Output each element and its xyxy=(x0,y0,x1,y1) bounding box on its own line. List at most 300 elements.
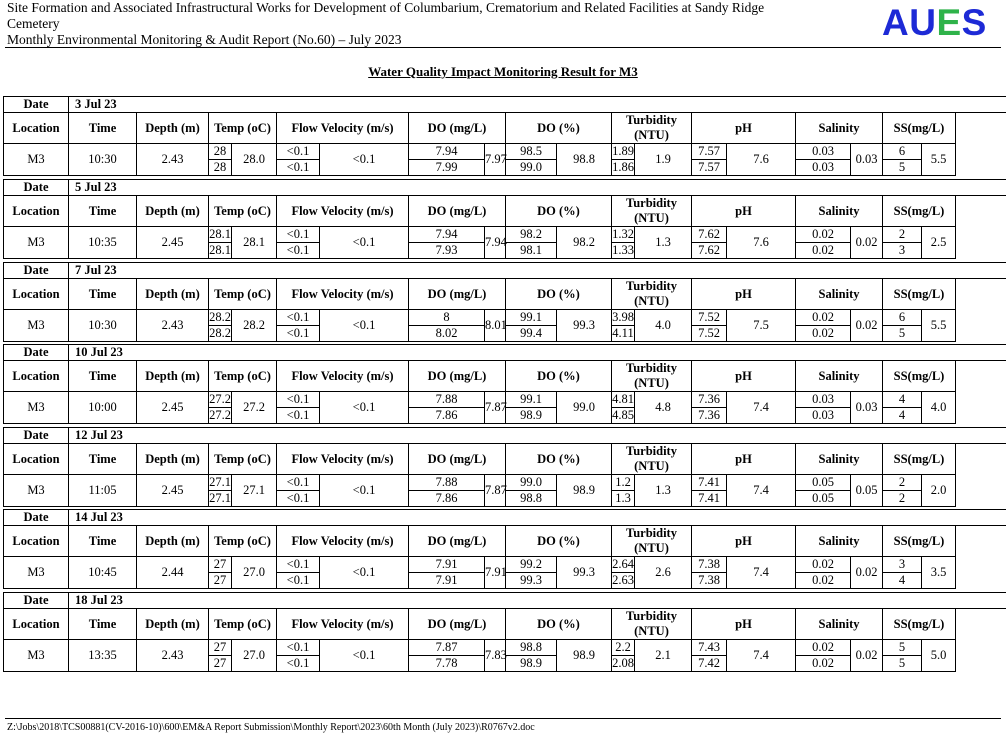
salinity-header: Salinity xyxy=(796,609,883,640)
logo-letter: U xyxy=(909,2,937,43)
do-percent-reading-2: 98.1 xyxy=(506,243,557,259)
turbidity-reading-2: 1.3 xyxy=(612,491,635,507)
salinity-reading-1: 0.03 xyxy=(796,392,851,408)
monitoring-day-table xyxy=(3,179,1006,259)
salinity-header: Salinity xyxy=(796,526,883,557)
flow-velocity-reading-2: <0.1 xyxy=(277,160,320,176)
salinity-reading-1: 0.02 xyxy=(796,310,851,326)
do-mgl-reading-1: 7.94 xyxy=(409,227,485,243)
temp-average: 28.2 xyxy=(232,310,277,342)
ss-reading-2: 5 xyxy=(883,326,922,342)
do-mgl-average: 8.01 xyxy=(485,310,506,342)
turbidity-header: Turbidity (NTU) xyxy=(612,526,692,557)
temp-reading-2: 28.2 xyxy=(209,326,231,340)
ph-header: pH xyxy=(692,113,796,144)
salinity-average: 0.02 xyxy=(851,557,883,589)
temp-average: 28.1 xyxy=(232,227,277,259)
do-percent-reading-1: 99.1 xyxy=(506,310,557,326)
salinity-reading-2: 0.05 xyxy=(796,491,851,507)
ss-average: 5.5 xyxy=(922,144,956,176)
ss-reading-2: 5 xyxy=(883,160,922,176)
ph-header: pH xyxy=(692,196,796,227)
depth-header: Depth (m) xyxy=(137,444,209,475)
flow-velocity-header: Flow Velocity (m/s) xyxy=(277,444,409,475)
location-value: M3 xyxy=(4,392,69,424)
flow-velocity-average: <0.1 xyxy=(320,557,409,589)
location-value: M3 xyxy=(4,227,69,259)
footer-divider xyxy=(5,718,1001,719)
salinity-reading-2: 0.03 xyxy=(796,408,851,424)
flow-velocity-header: Flow Velocity (m/s) xyxy=(277,196,409,227)
ss-average: 5.0 xyxy=(922,640,956,672)
do-mgl-header: DO (mg/L) xyxy=(409,444,506,475)
do-percent-header: DO (%) xyxy=(506,361,612,392)
do-percent-reading-2: 98.9 xyxy=(506,408,557,424)
time-header: Time xyxy=(69,444,137,475)
temp-header: Temp (oC) xyxy=(209,279,277,310)
flow-velocity-reading-1: <0.1 xyxy=(277,310,320,326)
turbidity-header: Turbidity (NTU) xyxy=(612,361,692,392)
do-percent-reading-2: 98.9 xyxy=(506,656,557,672)
salinity-average: 0.02 xyxy=(851,640,883,672)
turbidity-header: Turbidity (NTU) xyxy=(612,113,692,144)
flow-velocity-average: <0.1 xyxy=(320,475,409,507)
date-header: Date xyxy=(4,263,69,279)
temp-reading-2: 27.1 xyxy=(209,491,231,505)
flow-velocity-header: Flow Velocity (m/s) xyxy=(277,279,409,310)
location-header: Location xyxy=(4,609,69,640)
location-value: M3 xyxy=(4,475,69,507)
ph-average: 7.6 xyxy=(727,227,796,259)
salinity-reading-1: 0.02 xyxy=(796,227,851,243)
ss-average: 2.0 xyxy=(922,475,956,507)
flow-velocity-reading-1: <0.1 xyxy=(277,144,320,160)
turbidity-reading-2: 4.11 xyxy=(612,326,634,340)
do-mgl-average: 7.83 xyxy=(485,640,506,672)
ss-reading-1: 3 xyxy=(883,557,922,573)
flow-velocity-average: <0.1 xyxy=(320,392,409,424)
salinity-average: 0.02 xyxy=(851,310,883,342)
do-percent-reading-2: 99.3 xyxy=(506,573,557,589)
ph-reading-1: 7.62 xyxy=(692,227,727,243)
salinity-header: Salinity xyxy=(796,279,883,310)
salinity-reading-1: 0.02 xyxy=(796,557,851,573)
time-value: 10:00 xyxy=(69,392,137,424)
do-mgl-reading-2: 7.93 xyxy=(409,243,485,259)
do-mgl-average: 7.94 xyxy=(485,227,506,259)
salinity-header: Salinity xyxy=(796,444,883,475)
ss-reading-1: 4 xyxy=(883,392,922,408)
flow-velocity-reading-1: <0.1 xyxy=(277,557,320,573)
do-mgl-reading-2: 7.78 xyxy=(409,656,485,672)
ph-header: pH xyxy=(692,444,796,475)
logo-letter: E xyxy=(936,2,962,43)
turbidity-reading-1: 1.2 xyxy=(612,475,635,491)
temp-reading-2: 28.1 xyxy=(209,243,231,257)
ss-reading-2: 4 xyxy=(883,408,922,424)
depth-value: 2.43 xyxy=(137,640,209,672)
do-percent-header: DO (%) xyxy=(506,609,612,640)
do-percent-reading-1: 98.2 xyxy=(506,227,557,243)
temp-reading-1: 27 xyxy=(209,557,232,573)
depth-value: 2.45 xyxy=(137,227,209,259)
temp-header: Temp (oC) xyxy=(209,113,277,144)
do-percent-reading-2: 98.8 xyxy=(506,491,557,507)
do-percent-average: 98.2 xyxy=(557,227,612,259)
header-divider xyxy=(5,47,1001,48)
temp-reading-2: 27 xyxy=(209,656,232,672)
depth-header: Depth (m) xyxy=(137,113,209,144)
do-percent-average: 99.3 xyxy=(557,310,612,342)
ss-reading-1: 2 xyxy=(883,475,922,491)
turbidity-header: Turbidity (NTU) xyxy=(612,444,692,475)
do-mgl-reading-1: 7.91 xyxy=(409,557,485,573)
depth-value: 2.43 xyxy=(137,144,209,176)
ph-reading-2: 7.38 xyxy=(692,573,727,589)
ss-reading-1: 6 xyxy=(883,310,922,326)
do-percent-reading-1: 98.5 xyxy=(506,144,557,160)
ss-reading-1: 2 xyxy=(883,227,922,243)
do-percent-header: DO (%) xyxy=(506,113,612,144)
location-header: Location xyxy=(4,113,69,144)
depth-value: 2.43 xyxy=(137,310,209,342)
ph-average: 7.6 xyxy=(727,144,796,176)
do-percent-average: 98.9 xyxy=(557,475,612,507)
ph-header: pH xyxy=(692,526,796,557)
ss-average: 3.5 xyxy=(922,557,956,589)
monitoring-day-table xyxy=(3,509,1006,589)
salinity-reading-2: 0.02 xyxy=(796,243,851,259)
depth-value: 2.45 xyxy=(137,392,209,424)
turbidity-average: 4.0 xyxy=(635,310,692,342)
ph-reading-2: 7.62 xyxy=(692,243,727,259)
salinity-average: 0.02 xyxy=(851,227,883,259)
turbidity-reading-1: 1.32 xyxy=(612,227,634,241)
salinity-header: Salinity xyxy=(796,113,883,144)
do-percent-reading-1: 98.8 xyxy=(506,640,557,656)
turbidity-reading-2: 1.33 xyxy=(612,243,634,257)
project-title-line1: Site Formation and Associated Infrastructural Works for Development of Columbarium, Crematorium and Related Facilities at Sandy Ridge xyxy=(7,0,765,15)
turbidity-reading-2: 1.86 xyxy=(612,160,634,174)
temp-average: 27.0 xyxy=(232,557,277,589)
location-value: M3 xyxy=(4,557,69,589)
ss-header: SS(mg/L) xyxy=(883,526,956,557)
ss-reading-1: 5 xyxy=(883,640,922,656)
turbidity-reading-1: 2.64 xyxy=(612,557,634,571)
time-header: Time xyxy=(69,113,137,144)
ss-reading-2: 4 xyxy=(883,573,922,589)
ss-header: SS(mg/L) xyxy=(883,113,956,144)
salinity-average: 0.05 xyxy=(851,475,883,507)
do-percent-header: DO (%) xyxy=(506,444,612,475)
temp-header: Temp (oC) xyxy=(209,361,277,392)
flow-velocity-average: <0.1 xyxy=(320,640,409,672)
turbidity-average: 1.3 xyxy=(635,475,692,507)
ss-header: SS(mg/L) xyxy=(883,279,956,310)
page-title: Water Quality Impact Monitoring Result for M3 xyxy=(368,64,638,79)
ph-average: 7.4 xyxy=(727,640,796,672)
do-percent-header: DO (%) xyxy=(506,526,612,557)
temp-header: Temp (oC) xyxy=(209,609,277,640)
date-header: Date xyxy=(4,97,69,113)
time-value: 10:30 xyxy=(69,310,137,342)
flow-velocity-header: Flow Velocity (m/s) xyxy=(277,609,409,640)
logo-letter: S xyxy=(961,2,987,43)
temp-average: 27.1 xyxy=(232,475,277,507)
do-mgl-reading-2: 7.91 xyxy=(409,573,485,589)
ph-reading-2: 7.36 xyxy=(692,408,727,424)
do-mgl-reading-1: 7.94 xyxy=(409,144,485,160)
flow-velocity-reading-2: <0.1 xyxy=(277,243,320,259)
do-percent-reading-1: 99.0 xyxy=(506,475,557,491)
date-value: 14 Jul 23 xyxy=(69,510,1006,526)
turbidity-reading-2: 2.63 xyxy=(612,573,634,587)
ph-reading-2: 7.42 xyxy=(692,656,727,672)
time-value: 10:45 xyxy=(69,557,137,589)
do-mgl-header: DO (mg/L) xyxy=(409,196,506,227)
temp-reading-1: 27 xyxy=(209,640,232,656)
ph-reading-1: 7.43 xyxy=(692,640,727,656)
monitoring-day-table xyxy=(3,592,1006,672)
flow-velocity-header: Flow Velocity (m/s) xyxy=(277,361,409,392)
monitoring-day-table xyxy=(3,262,1006,342)
ph-header: pH xyxy=(692,609,796,640)
turbidity-header: Turbidity (NTU) xyxy=(612,196,692,227)
turbidity-header: Turbidity (NTU) xyxy=(612,609,692,640)
ph-header: pH xyxy=(692,361,796,392)
do-percent-reading-2: 99.4 xyxy=(506,326,557,342)
date-value: 10 Jul 23 xyxy=(69,345,1006,361)
salinity-average: 0.03 xyxy=(851,144,883,176)
location-header: Location xyxy=(4,361,69,392)
do-mgl-header: DO (mg/L) xyxy=(409,361,506,392)
do-percent-header: DO (%) xyxy=(506,279,612,310)
turbidity-average: 2.1 xyxy=(635,640,692,672)
ph-reading-1: 7.41 xyxy=(692,475,727,491)
salinity-reading-2: 0.02 xyxy=(796,656,851,672)
depth-header: Depth (m) xyxy=(137,609,209,640)
report-header xyxy=(7,0,867,48)
time-header: Time xyxy=(69,526,137,557)
location-value: M3 xyxy=(4,640,69,672)
do-mgl-reading-2: 8.02 xyxy=(409,326,485,342)
logo-letter: A xyxy=(882,2,910,43)
location-header: Location xyxy=(4,444,69,475)
file-path-footer: Z:\Jobs\2018\TCS00881(CV-2016-10)\600\EM&A Report Submission\Monthly Report\2023\60th Month (July 2023)\R0767v2.doc xyxy=(7,722,535,733)
do-mgl-reading-2: 7.86 xyxy=(409,491,485,507)
ph-average: 7.4 xyxy=(727,392,796,424)
salinity-reading-2: 0.03 xyxy=(796,160,851,176)
flow-velocity-reading-2: <0.1 xyxy=(277,326,320,342)
temp-average: 28.0 xyxy=(232,144,277,176)
ss-header: SS(mg/L) xyxy=(883,361,956,392)
time-value: 10:35 xyxy=(69,227,137,259)
ss-reading-2: 5 xyxy=(883,656,922,672)
ss-header: SS(mg/L) xyxy=(883,609,956,640)
ph-average: 7.4 xyxy=(727,557,796,589)
flow-velocity-average: <0.1 xyxy=(320,144,409,176)
turbidity-average: 4.8 xyxy=(635,392,692,424)
do-mgl-reading-1: 8 xyxy=(409,310,485,326)
ss-average: 2.5 xyxy=(922,227,956,259)
temp-header: Temp (oC) xyxy=(209,196,277,227)
do-percent-average: 99.0 xyxy=(557,392,612,424)
ph-header: pH xyxy=(692,279,796,310)
do-mgl-average: 7.87 xyxy=(485,392,506,424)
turbidity-average: 1.3 xyxy=(635,227,692,259)
temp-reading-1: 28.2 xyxy=(209,310,231,324)
temp-reading-2: 27.2 xyxy=(209,408,231,422)
temp-average: 27.0 xyxy=(232,640,277,672)
do-mgl-header: DO (mg/L) xyxy=(409,113,506,144)
depth-value: 2.45 xyxy=(137,475,209,507)
time-header: Time xyxy=(69,609,137,640)
depth-value: 2.44 xyxy=(137,557,209,589)
depth-header: Depth (m) xyxy=(137,279,209,310)
ss-reading-2: 3 xyxy=(883,243,922,259)
do-mgl-reading-1: 7.88 xyxy=(409,475,485,491)
ss-average: 5.5 xyxy=(922,310,956,342)
salinity-reading-2: 0.02 xyxy=(796,573,851,589)
time-value: 10:30 xyxy=(69,144,137,176)
temp-reading-1: 28 xyxy=(209,144,232,160)
location-header: Location xyxy=(4,279,69,310)
monitoring-day-table xyxy=(3,427,1006,507)
temp-reading-2: 28 xyxy=(209,160,232,176)
project-title-line2: Cemetery xyxy=(7,16,60,31)
ss-reading-1: 6 xyxy=(883,144,922,160)
location-value: M3 xyxy=(4,310,69,342)
flow-velocity-reading-2: <0.1 xyxy=(277,656,320,672)
turbidity-reading-1: 2.2 xyxy=(612,640,635,656)
time-header: Time xyxy=(69,279,137,310)
salinity-header: Salinity xyxy=(796,361,883,392)
flow-velocity-reading-1: <0.1 xyxy=(277,475,320,491)
do-percent-average: 98.8 xyxy=(557,144,612,176)
do-mgl-average: 7.97 xyxy=(485,144,506,176)
date-value: 18 Jul 23 xyxy=(69,593,1006,609)
salinity-reading-1: 0.02 xyxy=(796,640,851,656)
time-value: 13:35 xyxy=(69,640,137,672)
do-mgl-reading-1: 7.87 xyxy=(409,640,485,656)
do-percent-header: DO (%) xyxy=(506,196,612,227)
temp-header: Temp (oC) xyxy=(209,526,277,557)
salinity-reading-1: 0.05 xyxy=(796,475,851,491)
date-header: Date xyxy=(4,593,69,609)
location-value: M3 xyxy=(4,144,69,176)
do-mgl-reading-2: 7.86 xyxy=(409,408,485,424)
do-percent-reading-1: 99.1 xyxy=(506,392,557,408)
ph-reading-2: 7.57 xyxy=(692,160,727,176)
flow-velocity-reading-2: <0.1 xyxy=(277,573,320,589)
turbidity-reading-1: 3.98 xyxy=(612,310,634,324)
flow-velocity-header: Flow Velocity (m/s) xyxy=(277,526,409,557)
salinity-reading-2: 0.02 xyxy=(796,326,851,342)
do-mgl-reading-2: 7.99 xyxy=(409,160,485,176)
ph-reading-1: 7.36 xyxy=(692,392,727,408)
temp-reading-1: 28.1 xyxy=(209,227,231,241)
salinity-header: Salinity xyxy=(796,196,883,227)
monitoring-day-table xyxy=(3,96,1006,176)
ph-reading-2: 7.41 xyxy=(692,491,727,507)
do-percent-average: 98.9 xyxy=(557,640,612,672)
ph-reading-1: 7.38 xyxy=(692,557,727,573)
depth-header: Depth (m) xyxy=(137,361,209,392)
turbidity-header: Turbidity (NTU) xyxy=(612,279,692,310)
time-header: Time xyxy=(69,196,137,227)
ss-average: 4.0 xyxy=(922,392,956,424)
turbidity-reading-1: 1.89 xyxy=(612,144,634,158)
ph-reading-1: 7.52 xyxy=(692,310,727,326)
flow-velocity-average: <0.1 xyxy=(320,227,409,259)
temp-reading-2: 27 xyxy=(209,573,232,589)
depth-header: Depth (m) xyxy=(137,196,209,227)
flow-velocity-average: <0.1 xyxy=(320,310,409,342)
date-value: 5 Jul 23 xyxy=(69,180,1006,196)
location-header: Location xyxy=(4,526,69,557)
time-header: Time xyxy=(69,361,137,392)
date-header: Date xyxy=(4,180,69,196)
do-mgl-header: DO (mg/L) xyxy=(409,609,506,640)
turbidity-reading-1: 4.81 xyxy=(612,392,634,406)
flow-velocity-header: Flow Velocity (m/s) xyxy=(277,113,409,144)
do-percent-reading-1: 99.2 xyxy=(506,557,557,573)
flow-velocity-reading-1: <0.1 xyxy=(277,640,320,656)
ph-average: 7.5 xyxy=(727,310,796,342)
date-value: 7 Jul 23 xyxy=(69,263,1006,279)
turbidity-reading-2: 4.85 xyxy=(612,408,634,422)
aues-logo xyxy=(882,3,987,43)
time-value: 11:05 xyxy=(69,475,137,507)
date-value: 12 Jul 23 xyxy=(69,428,1006,444)
location-header: Location xyxy=(4,196,69,227)
do-mgl-average: 7.87 xyxy=(485,475,506,507)
ph-reading-2: 7.52 xyxy=(692,326,727,342)
report-subtitle: Monthly Environmental Monitoring & Audit Report (No.60) – July 2023 xyxy=(7,32,402,47)
temp-reading-1: 27.1 xyxy=(209,475,231,489)
flow-velocity-reading-2: <0.1 xyxy=(277,408,320,424)
date-header: Date xyxy=(4,345,69,361)
do-mgl-header: DO (mg/L) xyxy=(409,279,506,310)
ss-header: SS(mg/L) xyxy=(883,196,956,227)
ph-reading-1: 7.57 xyxy=(692,144,727,160)
flow-velocity-reading-1: <0.1 xyxy=(277,227,320,243)
monitoring-day-table xyxy=(3,344,1006,424)
salinity-average: 0.03 xyxy=(851,392,883,424)
do-percent-reading-2: 99.0 xyxy=(506,160,557,176)
temp-reading-1: 27.2 xyxy=(209,392,231,406)
turbidity-average: 2.6 xyxy=(635,557,692,589)
depth-header: Depth (m) xyxy=(137,526,209,557)
do-percent-average: 99.3 xyxy=(557,557,612,589)
temp-header: Temp (oC) xyxy=(209,444,277,475)
turbidity-average: 1.9 xyxy=(635,144,692,176)
temp-average: 27.2 xyxy=(232,392,277,424)
do-mgl-average: 7.91 xyxy=(485,557,506,589)
date-value: 3 Jul 23 xyxy=(69,97,1006,113)
date-header: Date xyxy=(4,510,69,526)
ph-average: 7.4 xyxy=(727,475,796,507)
ss-reading-2: 2 xyxy=(883,491,922,507)
flow-velocity-reading-2: <0.1 xyxy=(277,491,320,507)
turbidity-reading-2: 2.08 xyxy=(612,656,634,670)
salinity-reading-1: 0.03 xyxy=(796,144,851,160)
flow-velocity-reading-1: <0.1 xyxy=(277,392,320,408)
do-mgl-reading-1: 7.88 xyxy=(409,392,485,408)
ss-header: SS(mg/L) xyxy=(883,444,956,475)
do-mgl-header: DO (mg/L) xyxy=(409,526,506,557)
date-header: Date xyxy=(4,428,69,444)
